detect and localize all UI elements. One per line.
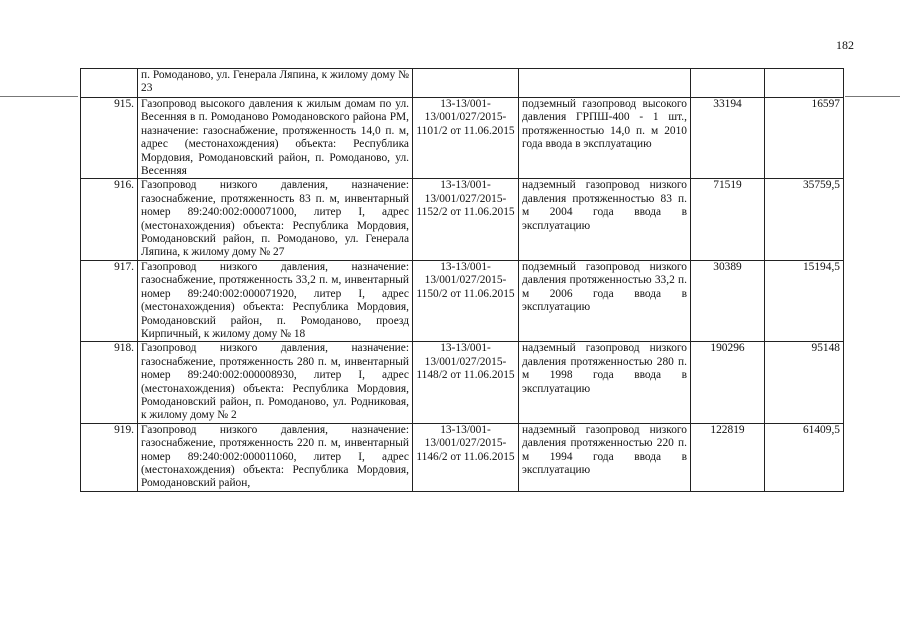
registration-record — [413, 69, 519, 98]
value-secondary: 35759,5 — [765, 179, 844, 260]
value-primary: 122819 — [691, 423, 765, 491]
registration-record: 13-13/001-13/001/027/2015-1146/2 от 11.06.2015 — [413, 423, 519, 491]
object-description: Газопровод низкого давления, назначение: газоснабжение, протяженность 220 п. м, инвентарный номер 89:240:002:000011060, литер I, адрес (местонахождения) объекта: Республика Мордовия, Ромодановский район, — [138, 423, 413, 491]
object-characteristics — [519, 69, 691, 98]
row-number: 918. — [81, 342, 138, 423]
scan-artifact-left — [0, 96, 78, 97]
value-primary: 33194 — [691, 98, 765, 179]
object-characteristics: подземный газопровод низкого давления протяженностью 33,2 п. м 2006 года ввода в эксплуатацию — [519, 260, 691, 341]
row-number: 916. — [81, 179, 138, 260]
object-description: Газопровод низкого давления, назначение: газоснабжение, протяженность 33,2 п. м, инвентарный номер 89:240:002:000071920, литер I, адрес (местонахождения) объекта: Республика Мордовия, Ромодановский район, п. Ромоданово, проезд Кирпичный, к жилому дому № 18 — [138, 260, 413, 341]
row-number: 915. — [81, 98, 138, 179]
value-primary: 190296 — [691, 342, 765, 423]
registration-record: 13-13/001-13/001/027/2015-1148/2 от 11.06.2015 — [413, 342, 519, 423]
table-row — [81, 260, 844, 341]
property-registry-table — [80, 68, 844, 492]
object-characteristics: надземный газопровод низкого давления протяженностью 280 п. м 1998 года ввода в эксплуатацию — [519, 342, 691, 423]
value-primary: 71519 — [691, 179, 765, 260]
object-characteristics: подземный газопровод высокого давления ГРПШ-400 - 1 шт., протяженностью 14,0 п. м 2010 года ввода в эксплуатацию — [519, 98, 691, 179]
row-number — [81, 69, 138, 98]
scan-artifact-right — [845, 96, 900, 97]
object-description: Газопровод низкого давления, назначение: газоснабжение, протяженность 83 п. м, инвентарный номер 89:240:002:000071000, литер I, адрес (местонахождения) объекта: Республика Мордовия, Ромодановский район, п. Ромоданово, ул. Генерала Ляпина, к жилому дому № 27 — [138, 179, 413, 260]
registration-record: 13-13/001-13/001/027/2015-1150/2 от 11.06.2015 — [413, 260, 519, 341]
value-secondary: 15194,5 — [765, 260, 844, 341]
value-secondary: 16597 — [765, 98, 844, 179]
registration-record: 13-13/001-13/001/027/2015-1101/2 от 11.06.2015 — [413, 98, 519, 179]
value-secondary: 61409,5 — [765, 423, 844, 491]
row-number: 917. — [81, 260, 138, 341]
table-row — [81, 423, 844, 491]
table-row — [81, 342, 844, 423]
object-description: Газопровод низкого давления, назначение: газоснабжение, протяженность 280 п. м, инвентарный номер 89:240:002:000008930, литер I, адрес (местонахождения) объекта: Республика Мордовия, Ромодановский район, п. Ромоданово, ул. Родниковая, к жилому дому № 2 — [138, 342, 413, 423]
registration-record: 13-13/001-13/001/027/2015-1152/2 от 11.06.2015 — [413, 179, 519, 260]
value-secondary — [765, 69, 844, 98]
object-characteristics: надземный газопровод низкого давления протяженностью 83 п. м 2004 года ввода в эксплуатацию — [519, 179, 691, 260]
object-description: п. Ромоданово, ул. Генерала Ляпина, к жилому дому № 23 — [138, 69, 413, 98]
row-number: 919. — [81, 423, 138, 491]
table-row — [81, 98, 844, 179]
value-primary: 30389 — [691, 260, 765, 341]
value-primary — [691, 69, 765, 98]
object-characteristics: надземный газопровод низкого давления протяженностью 220 п. м 1994 года ввода в эксплуатацию — [519, 423, 691, 491]
table-row — [81, 179, 844, 260]
value-secondary: 95148 — [765, 342, 844, 423]
object-description: Газопровод высокого давления к жилым домам по ул. Весенняя в п. Ромоданово Ромодановского района РМ, назначение: газоснабжение, протяженность 14,0 п. м, адрес (местонахождения) объекта: Республика Мордовия, Ромодановский район, п. Ромоданово, ул. Весенняя — [138, 98, 413, 179]
table-row — [81, 69, 844, 98]
page-number: 182 — [836, 38, 854, 52]
